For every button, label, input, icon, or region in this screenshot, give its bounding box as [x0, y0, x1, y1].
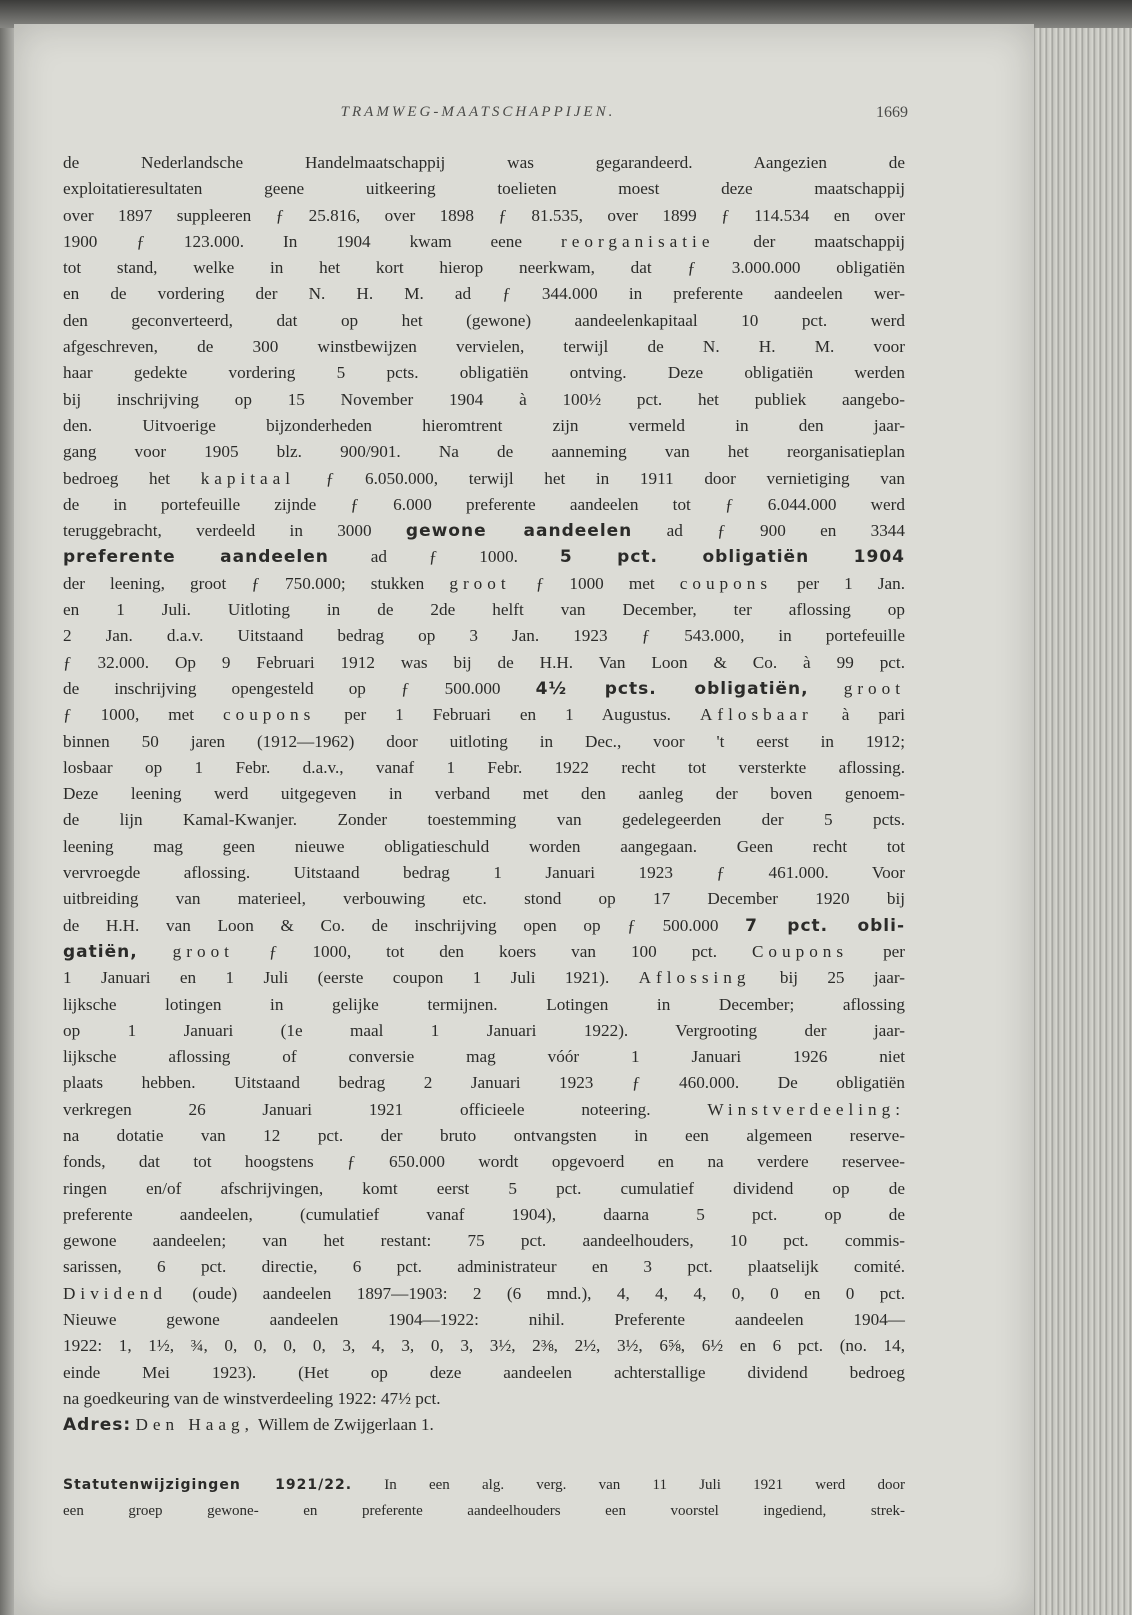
- body-text: [63, 150, 905, 1439]
- spaced-term: reorganisatie: [561, 231, 715, 251]
- running-head: TRAMWEG-MAATSCHAPPIJEN.: [340, 104, 616, 120]
- text-line: afgeschreven, de 300 winstbewijzen vervielen, terwijl de N. H. M. voor: [63, 337, 905, 357]
- page-stack-edge: [1030, 28, 1132, 1615]
- section-heading: 7 pct. obli-: [745, 915, 905, 936]
- section-heading: preferente aandeelen: [63, 547, 329, 568]
- address-line: Adres: Den Haag, Willem de Zwijgerlaan 1.: [63, 1415, 434, 1436]
- text-line: ƒ 32.000. Op 9 Februari 1912 was bij de H.H. Van Loon & Co. à 99 pct.: [63, 652, 905, 672]
- text-line: op 1 Januari (1e maal 1 Januari 1922). Vergrooting der jaar-: [63, 1020, 905, 1040]
- text-line: losbaar op 1 Febr. d.a.v., vanaf 1 Febr. 1922 recht tot versterkte aflossing.: [63, 757, 905, 777]
- section-heading: gewone aandeelen: [405, 521, 633, 542]
- text-line: uitbreiding van materieel, verbouwing etc. stond op 17 December 1920 bij: [63, 889, 905, 909]
- text-line: na goedkeuring van de winstverdeeling 1922: 47½ pct.: [63, 1388, 441, 1408]
- text-line: lijksche aflossing of conversie mag vóór 1 Januari 1926 niet: [63, 1047, 905, 1067]
- spaced-term: groot: [843, 678, 905, 698]
- text-line: sarissen, 6 pct. directie, 6 pct. administrateur en 3 pct. plaatselijk comité.: [63, 1257, 905, 1277]
- spaced-term: Den Haag,: [135, 1415, 254, 1435]
- text-line: de inschrijving opengesteld op ƒ 500.000 4½ pcts. obligatiën, groot: [63, 678, 905, 699]
- text-line: haar gedekte vordering 5 pcts. obligatiën ontving. Deze obligatiën werden: [63, 363, 905, 383]
- text-line: leening mag geen nieuwe obligatieschuld worden aangegaan. Geen recht tot: [63, 836, 905, 856]
- spaced-term: Winstverdeeling:: [707, 1099, 905, 1119]
- section-heading: 5 pct. obligatiën 1904: [559, 547, 905, 568]
- text-line: lijksche lotingen in gelijke termijnen. Lotingen in December; aflossing: [63, 994, 905, 1014]
- text-line: fonds, dat tot hoogstens ƒ 650.000 wordt opgevoerd en na verdere reservee-: [63, 1152, 905, 1172]
- text-line: ƒ 1000, met coupons per 1 Februari en 1 Augustus. Aflosbaar à pari: [63, 705, 906, 725]
- text-line: de H.H. van Loon & Co. de inschrijving open op ƒ 500.000 7 pct. obli-: [63, 915, 905, 936]
- text-line: gang voor 1905 blz. 900/901. Na de aanneming van het reorganisatieplan: [63, 442, 905, 462]
- text-line: Deze leening werd uitgegeven in verband met den aanleg der boven genoem-: [63, 784, 905, 804]
- text-line: tot stand, welke in het kort hierop neerkwam, dat ƒ 3.000.000 obligatiën: [63, 258, 905, 278]
- text-line: einde Mei 1923). (Het op deze aandeelen achterstallige dividend bedroeg: [63, 1362, 905, 1382]
- text-line: den. Uitvoerige bijzonderheden hieromtrent zijn vermeld in den jaar-: [63, 415, 905, 435]
- text-line: Dividend (oude) aandeelen 1897—1903: 2 (6 mnd.), 4, 4, 4, 0, 0 en 0 pct.: [63, 1283, 906, 1303]
- footnote-line: een groep gewone- en preferente aandeelhouders een voorstel ingediend, strek-: [63, 1503, 905, 1520]
- spaced-term: Dividend: [63, 1283, 167, 1303]
- text-line: preferente aandeelen, (cumulatief vanaf 1904), daarna 5 pct. op de: [63, 1204, 905, 1224]
- text-line: der leening, groot ƒ 750.000; stukken groot ƒ 1000 met coupons per 1 Jan.: [63, 573, 906, 593]
- text-line: plaats hebben. Uitstaand bedrag 2 Januari 1923 ƒ 460.000. De obligatiën: [63, 1073, 905, 1093]
- spaced-term: kapitaal: [200, 468, 296, 488]
- text-line: verkregen 26 Januari 1921 officieele noteering. Winstverdeeling:: [63, 1099, 905, 1119]
- spaced-term: Aflossing: [638, 968, 751, 988]
- text-line: de lijn Kamal-Kwanjer. Zonder toestemming van gedelegeerden der 5 pcts.: [63, 810, 905, 830]
- page-header: [48, 104, 908, 128]
- text-line: gatiën, groot ƒ 1000, tot den koers van 100 pct. Coupons per: [63, 941, 906, 962]
- footnote: [63, 1475, 905, 1528]
- text-line: 1922: 1, 1½, ¾, 0, 0, 0, 0, 3, 4, 3, 0, 3, 3½, 2⅜, 2½, 3½, 6⅝, 6½ en 6 pct. (no. 14,: [63, 1336, 905, 1356]
- footnote-heading: Statutenwijzigingen 1921/22.: [63, 1477, 353, 1493]
- text-line: ringen en/of afschrijvingen, komt eerst 5 pct. cumulatief dividend op de: [63, 1178, 905, 1198]
- text-line: bedroeg het kapitaal ƒ 6.050.000, terwijl het in 1911 door vernietiging van: [63, 468, 906, 488]
- text-line: teruggebracht, verdeeld in 3000 gewone aandeelen ad ƒ 900 en 3344: [63, 521, 905, 542]
- text-line: 2 Jan. d.a.v. Uitstaand bedrag op 3 Jan. 1923 ƒ 543.000, in portefeuille: [63, 626, 905, 646]
- page-number: 1669: [876, 104, 908, 121]
- spaced-term: Coupons: [751, 941, 849, 961]
- text-line: de in portefeuille zijnde ƒ 6.000 preferente aandeelen tot ƒ 6.044.000 werd: [63, 494, 905, 514]
- spaced-term: coupons: [679, 573, 773, 593]
- section-heading: gatiën,: [63, 941, 138, 962]
- text-line: vervroegde aflossing. Uitstaand bedrag 1 Januari 1923 ƒ 461.000. Voor: [63, 863, 905, 883]
- section-heading: 4½ pcts. obligatiën,: [535, 678, 809, 699]
- text-line: na dotatie van 12 pct. der bruto ontvangsten in een algemeen reserve-: [63, 1125, 905, 1145]
- text-line: bij inschrijving op 15 November 1904 à 100½ pct. het publiek aangebo-: [63, 389, 905, 409]
- text-line: 1900 ƒ 123.000. In 1904 kwam eene reorganisatie der maatschappij: [63, 231, 906, 251]
- text-line: exploitatieresultaten geene uitkeering toelieten moest deze maatschappij: [63, 179, 905, 199]
- spaced-term: groot: [449, 573, 511, 593]
- text-line: en 1 Juli. Uitloting in de 2de helft van December, ter aflossing op: [63, 600, 905, 620]
- text-line: Nieuwe gewone aandeelen 1904—1922: nihil. Preferente aandeelen 1904—: [63, 1310, 905, 1330]
- text-line: de Nederlandsche Handelmaatschappij was gegarandeerd. Aangezien de: [63, 153, 905, 172]
- text-line: preferente aandeelen ad ƒ 1000. 5 pct. obligatiën 1904: [63, 547, 905, 568]
- spaced-term: Aflosbaar: [699, 705, 813, 725]
- section-heading: Adres:: [63, 1415, 132, 1436]
- text-line: binnen 50 jaren (1912—1962) door uitloting in Dec., voor 't eerst in 1912;: [63, 731, 905, 751]
- text-line: over 1897 suppleeren ƒ 25.816, over 1898 ƒ 81.535, over 1899 ƒ 114.534 en over: [63, 205, 905, 225]
- spaced-term: groot: [172, 941, 234, 961]
- spaced-term: coupons: [222, 705, 316, 725]
- text-line: en de vordering der N. H. M. ad ƒ 344.000 in preferente aandeelen wer-: [63, 284, 905, 304]
- text-line: gewone aandeelen; van het restant: 75 pct. aandeelhouders, 10 pct. commis-: [63, 1231, 905, 1251]
- text-line: den geconverteerd, dat op het (gewone) aandeelenkapitaal 10 pct. werd: [63, 310, 905, 330]
- text-line: 1 Januari en 1 Juli (eerste coupon 1 Juli 1921). Aflossing bij 25 jaar-: [63, 968, 906, 988]
- footnote-line: Statutenwijzigingen 1921/22. In een alg. verg. van 11 Juli 1921 werd door: [63, 1477, 906, 1493]
